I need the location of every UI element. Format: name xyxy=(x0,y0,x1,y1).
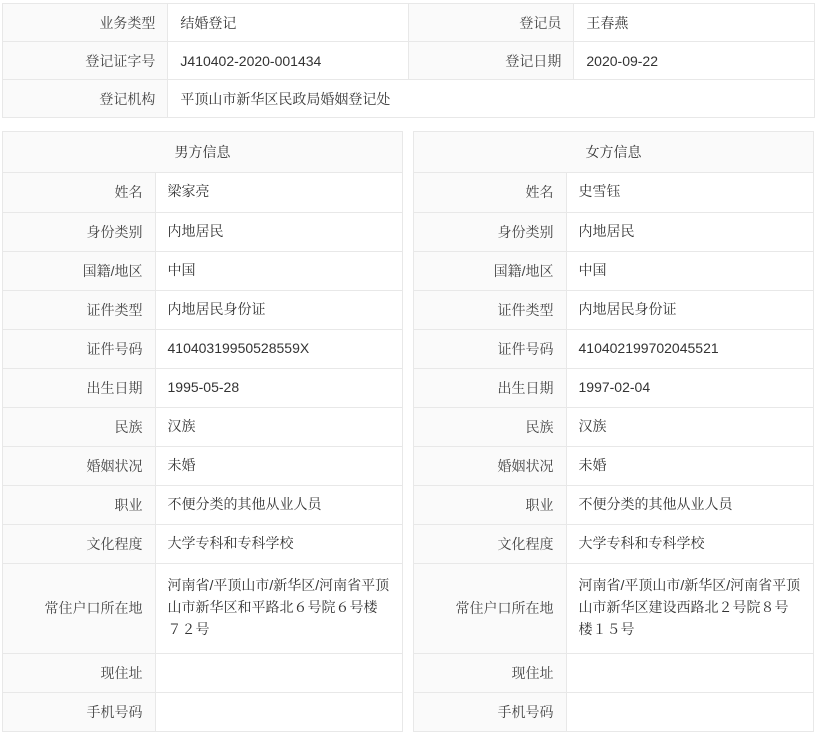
female-current-address-value xyxy=(566,653,813,692)
female-id-type-label: 证件类型 xyxy=(414,290,566,329)
female-phone-label: 手机号码 xyxy=(414,692,566,731)
table-row xyxy=(414,446,813,485)
female-marital-status-label: 婚姻状况 xyxy=(414,446,566,485)
male-household-address-value: 河南省/平顶山市/新华区/河南省平顶山市新华区和平路北６号院６号楼７２号 xyxy=(155,563,402,653)
table-row xyxy=(414,212,813,251)
female-household-address-value: 河南省/平顶山市/新华区/河南省平顶山市新华区建设西路北２号院８号楼１５号 xyxy=(566,563,813,653)
registration-org-label: 登记机构 xyxy=(3,80,168,118)
table-row xyxy=(3,407,402,446)
registration-date-value: 2020-09-22 xyxy=(574,42,815,80)
male-current-address-label: 现住址 xyxy=(3,653,155,692)
female-info-table xyxy=(414,173,813,731)
female-ethnicity-value: 汉族 xyxy=(566,407,813,446)
table-row xyxy=(414,251,813,290)
male-info-table xyxy=(3,173,402,731)
male-birthdate-label: 出生日期 xyxy=(3,368,155,407)
female-id-number-value: 410402199702045521 xyxy=(566,329,813,368)
male-education-value: 大学专科和专科学校 xyxy=(155,524,402,563)
table-row xyxy=(414,329,813,368)
male-phone-value xyxy=(155,692,402,731)
female-education-label: 文化程度 xyxy=(414,524,566,563)
registration-date-label: 登记日期 xyxy=(408,42,573,80)
registrar-value: 王春燕 xyxy=(574,4,815,42)
registration-summary-table xyxy=(2,3,815,118)
male-education-label: 文化程度 xyxy=(3,524,155,563)
certificate-number-value: J410402-2020-001434 xyxy=(168,42,409,80)
certificate-number-label: 登记证字号 xyxy=(3,42,168,80)
male-current-address-value xyxy=(155,653,402,692)
table-row xyxy=(3,173,402,212)
business-type-label: 业务类型 xyxy=(3,4,168,42)
table-row xyxy=(3,692,402,731)
female-education-value: 大学专科和专科学校 xyxy=(566,524,813,563)
table-row xyxy=(3,485,402,524)
female-id-number-label: 证件号码 xyxy=(414,329,566,368)
female-name-value: 史雪钰 xyxy=(566,173,813,212)
table-row xyxy=(414,485,813,524)
female-identity-type-value: 内地居民 xyxy=(566,212,813,251)
male-marital-status-value: 未婚 xyxy=(155,446,402,485)
male-id-type-label: 证件类型 xyxy=(3,290,155,329)
male-occupation-label: 职业 xyxy=(3,485,155,524)
table-row xyxy=(3,212,402,251)
male-id-number-label: 证件号码 xyxy=(3,329,155,368)
male-ethnicity-value: 汉族 xyxy=(155,407,402,446)
female-phone-value xyxy=(566,692,813,731)
female-ethnicity-label: 民族 xyxy=(414,407,566,446)
table-row xyxy=(414,290,813,329)
male-identity-type-label: 身份类别 xyxy=(3,212,155,251)
female-identity-type-label: 身份类别 xyxy=(414,212,566,251)
table-row xyxy=(414,653,813,692)
female-panel-title: 女方信息 xyxy=(414,132,813,173)
table-row xyxy=(3,251,402,290)
table-row xyxy=(3,524,402,563)
table-row xyxy=(414,407,813,446)
table-row xyxy=(3,446,402,485)
female-occupation-value: 不便分类的其他从业人员 xyxy=(566,485,813,524)
table-row xyxy=(414,524,813,563)
marriage-registration-record xyxy=(0,3,817,732)
table-row xyxy=(3,563,402,653)
male-id-type-value: 内地居民身份证 xyxy=(155,290,402,329)
male-identity-type-value: 内地居民 xyxy=(155,212,402,251)
female-current-address-label: 现住址 xyxy=(414,653,566,692)
male-nationality-label: 国籍/地区 xyxy=(3,251,155,290)
male-nationality-value: 中国 xyxy=(155,251,402,290)
male-phone-label: 手机号码 xyxy=(3,692,155,731)
person-panels xyxy=(2,131,815,732)
male-name-value: 梁家亮 xyxy=(155,173,402,212)
table-row xyxy=(3,80,815,118)
table-row xyxy=(3,290,402,329)
registrar-label: 登记员 xyxy=(408,4,573,42)
male-occupation-value: 不便分类的其他从业人员 xyxy=(155,485,402,524)
male-birthdate-value: 1995-05-28 xyxy=(155,368,402,407)
female-name-label: 姓名 xyxy=(414,173,566,212)
female-id-type-value: 内地居民身份证 xyxy=(566,290,813,329)
table-row xyxy=(3,329,402,368)
female-nationality-label: 国籍/地区 xyxy=(414,251,566,290)
table-row xyxy=(3,653,402,692)
table-row xyxy=(414,692,813,731)
female-nationality-value: 中国 xyxy=(566,251,813,290)
male-name-label: 姓名 xyxy=(3,173,155,212)
male-household-address-label: 常住户口所在地 xyxy=(3,563,155,653)
male-panel-title: 男方信息 xyxy=(3,132,402,173)
female-birthdate-value: 1997-02-04 xyxy=(566,368,813,407)
male-id-number-value: 41040319950528559X xyxy=(155,329,402,368)
male-info-panel xyxy=(2,131,403,732)
female-household-address-label: 常住户口所在地 xyxy=(414,563,566,653)
male-marital-status-label: 婚姻状况 xyxy=(3,446,155,485)
table-row xyxy=(414,368,813,407)
registration-org-value: 平顶山市新华区民政局婚姻登记处 xyxy=(168,80,815,118)
table-row xyxy=(414,563,813,653)
female-occupation-label: 职业 xyxy=(414,485,566,524)
female-marital-status-value: 未婚 xyxy=(566,446,813,485)
business-type-value: 结婚登记 xyxy=(168,4,409,42)
male-ethnicity-label: 民族 xyxy=(3,407,155,446)
female-birthdate-label: 出生日期 xyxy=(414,368,566,407)
female-info-panel xyxy=(413,131,814,732)
table-row xyxy=(3,4,815,42)
table-row xyxy=(3,368,402,407)
table-row xyxy=(414,173,813,212)
table-row xyxy=(3,42,815,80)
